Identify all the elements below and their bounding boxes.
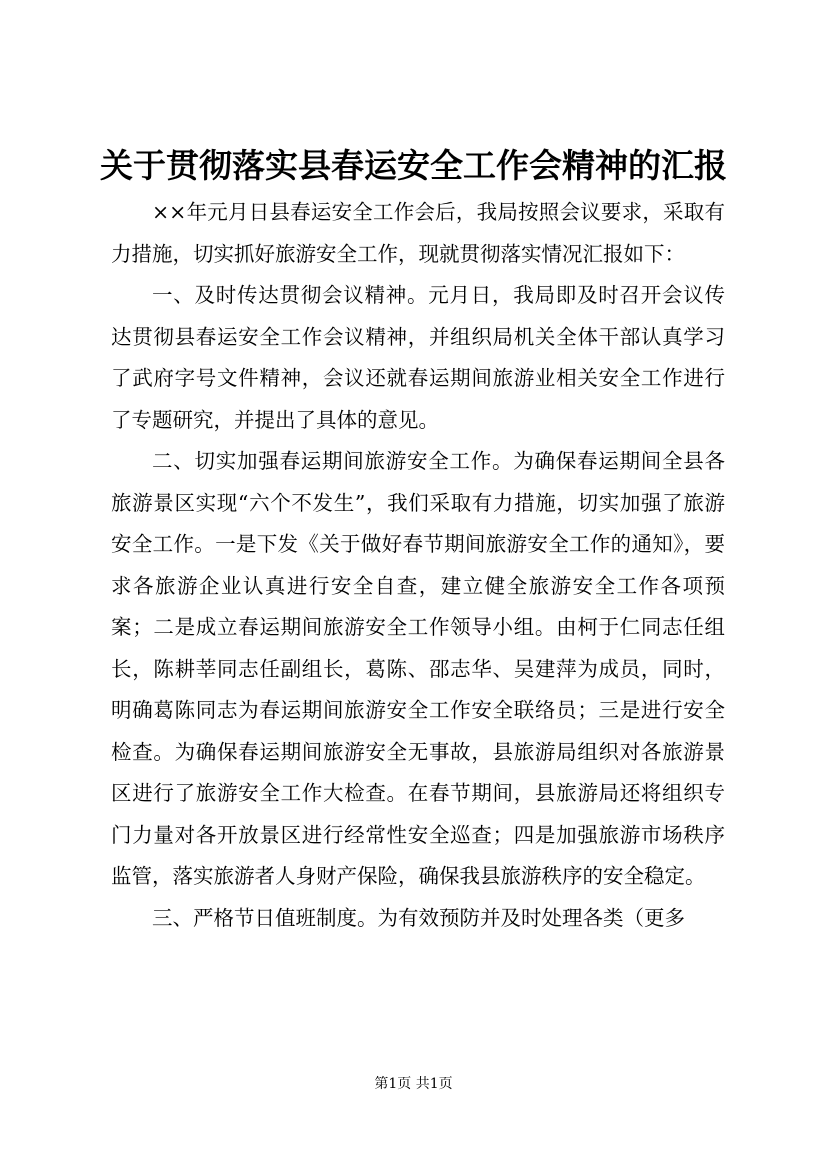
paragraph-intro: ××年元月日县春运安全工作会后，我局按照会议要求，采取有力措施，切实抓好旅游安全工作，现就贯彻落实情况汇报如下： [111, 200, 725, 266]
page-number-footer: 第1页 共1页 [374, 1076, 453, 1092]
paragraph-section-2: 二、切实加强春运期间旅游安全工作。为确保春运期间全县各旅游景区实现“六个不发生”，我们采取有力措施，切实加强了旅游安全工作。一是下发《关于做好春节期间旅游安全工作的通知》，要求各旅游企业认真进行安全自查，建立健全旅游安全工作各项预案；二是成立春运期间旅游安全工作领导小组。由柯于仁同志任组长，陈耕莘同志任副组长，葛陈、邵志华、吴建萍为成员，同时，明确葛陈同志为春运期间旅游安全工作安全联络员；三是进行安全检查。为确保春运期间旅游安全无事故，县旅游局组织对各旅游景区进行了旅游安全工作大检查。在春节期间，县旅游局还将组织专门力量对各开放景区进行经常性安全巡查；四是加强旅游市场秩序监管，落实旅游者人身财产保险，确保我县旅游秩序的安全稳定。 [111, 449, 725, 888]
paragraph-section-1: 一、及时传达贯彻会议精神。元月日，我局即及时召开会议传达贯彻县春运安全工作会议精神，并组织局机关全体干部认真学习了武府字号文件精神，会议还就春运期间旅游业相关安全工作进行了专题研究，并提出了具体的意见。 [111, 283, 725, 432]
paragraph-section-3: 三、严格节日值班制度。为有效预防并及时处理各类（更多 [152, 905, 685, 930]
document-title: 关于贯彻落实县春运安全工作会精神的汇报 [100, 146, 727, 185]
document-body [111, 192, 725, 939]
